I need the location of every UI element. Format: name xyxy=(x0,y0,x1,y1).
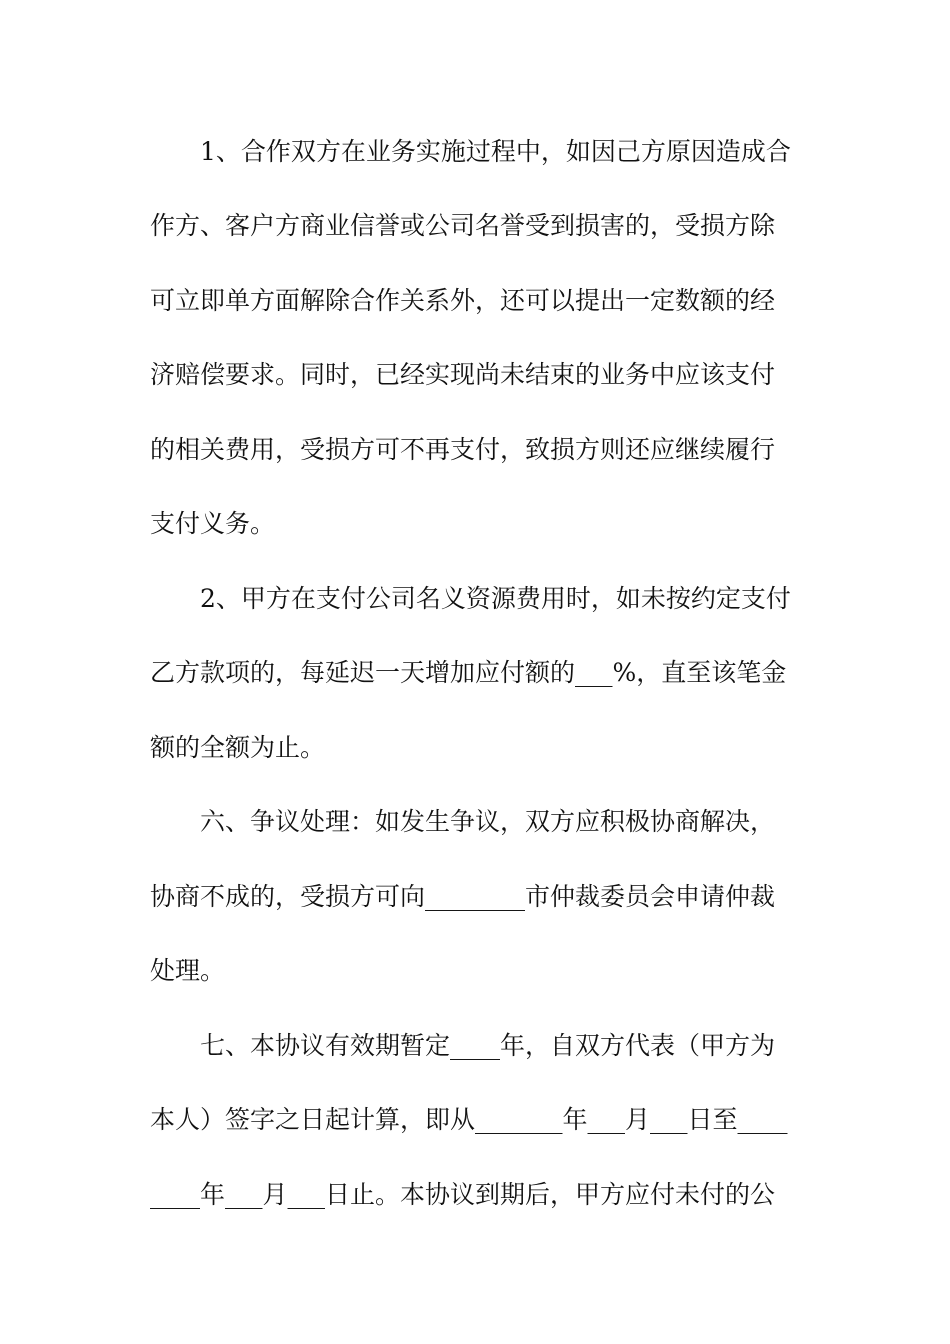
paragraph-2-line-2: 乙方款项的，每延迟一天增加应付额的___%，直至该笔金 xyxy=(150,658,787,687)
dispute-line-3: 处理。 xyxy=(150,956,226,985)
term-line-2: 本人）签字之日起计算，即从_______年___月___日至____ xyxy=(150,1105,788,1134)
paragraph-1-line-3: 可立即单方面解除合作关系外，还可以提出一定数额的经 xyxy=(150,286,776,315)
paragraph-1-line-4: 济赔偿要求。同时，已经实现尚未结束的业务中应该支付 xyxy=(150,360,776,389)
paragraph-2-line-1: 2、甲方在支付公司名义资源费用时，如未按约定支付 xyxy=(200,584,791,613)
paragraph-1-line-5: 的相关费用，受损方可不再支付，致损方则还应继续履行 xyxy=(150,435,776,464)
dispute-line-2: 协商不成的，受损方可向________市仲裁委员会申请仲裁 xyxy=(150,882,776,911)
paragraph-1-line-1: 1、合作双方在业务实施过程中，如因己方原因造成合 xyxy=(200,137,791,166)
term-line-3: ____年___月___日止。本协议到期后，甲方应付未付的公 xyxy=(150,1180,776,1209)
paragraph-1-line-6: 支付义务。 xyxy=(150,509,276,538)
paragraph-2-line-3: 额的全额为止。 xyxy=(150,733,326,762)
term-line-1: 七、本协议有效期暂定____年，自双方代表（甲方为 xyxy=(200,1031,776,1060)
dispute-line-1: 六、争议处理：如发生争议，双方应积极协商解决， xyxy=(200,807,776,836)
paragraph-1-line-2: 作方、客户方商业信誉或公司名誉受到损害的，受损方除 xyxy=(150,211,776,240)
